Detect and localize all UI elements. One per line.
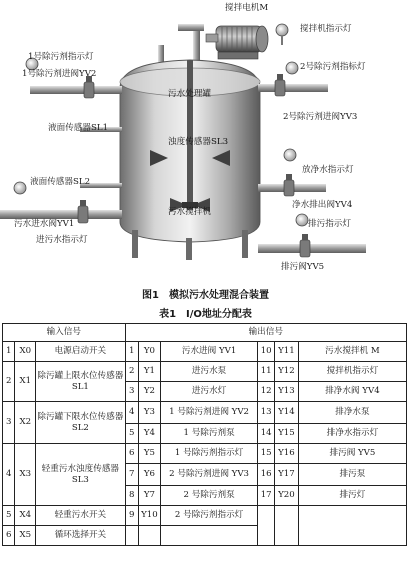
output-name: 污水搅拌机 M: [298, 342, 406, 362]
label-discharge-valve: 净水排出阀YV4: [292, 200, 353, 210]
output-index: 14: [258, 424, 275, 444]
output-address: Y6: [139, 464, 161, 486]
input-index: 5: [3, 506, 15, 526]
label-inlet-valve: 污水进水阀YV1: [14, 219, 75, 229]
output-index: 16: [258, 464, 275, 486]
output-name: 进污水泵: [160, 362, 258, 382]
input-address: X3: [15, 444, 36, 506]
table-row: [3, 362, 407, 382]
table-row: [3, 444, 407, 464]
label-sludge-light: 排污指示灯: [308, 219, 351, 229]
output-signal-header: 输出信号: [125, 324, 406, 342]
output-address: Y14: [275, 402, 299, 424]
table-row: [3, 506, 407, 526]
output-name: 1 号除污剂泵: [160, 424, 258, 444]
output-index: 9: [125, 506, 138, 526]
input-name: 轻重污水浊度传感器 SL3: [36, 444, 125, 506]
io-address-table: [2, 323, 407, 546]
input-name: 轻重污水开关: [36, 506, 125, 526]
input-signal-header: 输入信号: [3, 324, 126, 342]
output-index: 8: [125, 486, 138, 506]
output-index: 5: [125, 424, 138, 444]
table-caption: 表1 I/O地址分配表: [159, 309, 252, 320]
input-index: 4: [3, 444, 15, 506]
label-level-sensor-sl1: 液面传感器SL1: [48, 123, 109, 133]
agent2-valve: [275, 74, 285, 96]
output-address: Y11: [275, 342, 299, 362]
output-name: 排污阀 YV5: [298, 444, 406, 464]
label-turbidity: 浊度传感器SL3: [168, 137, 229, 147]
output-address: Y13: [275, 382, 299, 402]
output-name: 1 号除污剂指示灯: [160, 444, 258, 464]
output-name: 2 号除污剂泵: [160, 486, 258, 506]
input-name: 循环选择开关: [36, 526, 125, 546]
discharge-indicator-lamp: [284, 149, 296, 161]
output-address: Y12: [275, 362, 299, 382]
output-address: Y4: [139, 424, 161, 444]
output-name: 2 号除污剂指示灯: [160, 506, 258, 526]
output-index: 3: [125, 382, 138, 402]
label-level-sensor-sl2: 液面传感器SL2: [30, 177, 91, 187]
input-name: 除污罐下限水位传感器 SL2: [36, 402, 125, 444]
label-tank: 污水处理罐: [168, 89, 211, 99]
output-address: Y5: [139, 444, 161, 464]
output-name: 2 号除污剂进阀 YV3: [160, 464, 258, 486]
table-header-row: [3, 324, 407, 342]
sludge-pipe: [258, 244, 366, 253]
input-index: 6: [3, 526, 15, 546]
output-index: 10: [258, 342, 275, 362]
figure-caption: 图1 模拟污水处理混合装置: [142, 290, 269, 301]
output-index: 7: [125, 464, 138, 486]
input-address: X0: [15, 342, 36, 362]
output-address: Y2: [139, 382, 161, 402]
label-sludge-valve: 排污阀YV5: [281, 262, 325, 272]
output-name: 排净水阀 YV4: [298, 382, 406, 402]
empty-cell: [139, 526, 161, 546]
output-address: Y10: [139, 506, 161, 526]
output-index: 2: [125, 362, 138, 382]
input-index: 1: [3, 342, 15, 362]
inlet-indicator-lamp: [14, 182, 26, 194]
output-address: Y3: [139, 402, 161, 424]
output-address: Y0: [139, 342, 161, 362]
sludge-valve: [300, 234, 310, 257]
output-name: 1 号除污剂进阀 YV2: [160, 402, 258, 424]
output-name: 排净水泵: [298, 402, 406, 424]
input-address: X2: [15, 402, 36, 444]
input-address: X5: [15, 526, 36, 546]
table-row: [3, 402, 407, 424]
inlet-pipe: [0, 210, 122, 219]
agent1-pipe: [30, 86, 122, 94]
output-index: 15: [258, 444, 275, 464]
input-address: X4: [15, 506, 36, 526]
output-name: 排净水指示灯: [298, 424, 406, 444]
output-index: 4: [125, 402, 138, 424]
output-address: Y20: [275, 486, 299, 506]
output-address: Y1: [139, 362, 161, 382]
sludge-indicator-lamp: [296, 214, 308, 226]
label-mixer: 污水搅拌机: [168, 207, 211, 217]
apparatus-figure: [0, 0, 411, 282]
empty-cell: [258, 506, 275, 546]
empty-cell: [298, 506, 406, 546]
agent2-indicator-lamp: [286, 62, 298, 74]
discharge-valve: [284, 174, 294, 196]
output-index: 13: [258, 402, 275, 424]
empty-cell: [160, 526, 258, 546]
label-agent1-valve: 1号除污剂进阀YV2: [22, 69, 97, 79]
output-address: Y17: [275, 464, 299, 486]
output-index: 17: [258, 486, 275, 506]
output-index: 6: [125, 444, 138, 464]
output-address: Y15: [275, 424, 299, 444]
label-agent2-valve: 2号除污剂进阀YV3: [283, 112, 358, 122]
output-name: 搅拌机指示灯: [298, 362, 406, 382]
output-index: 11: [258, 362, 275, 382]
empty-cell: [125, 526, 138, 546]
output-address: Y7: [139, 486, 161, 506]
output-name: 污水进阀 YV1: [160, 342, 258, 362]
output-index: 12: [258, 382, 275, 402]
label-agent2-light: 2号除污剂指标灯: [300, 62, 366, 72]
inlet-valve: [78, 200, 88, 223]
table-row: [3, 342, 407, 362]
output-name: 进污水灯: [160, 382, 258, 402]
label-motor-light: 搅拌机指示灯: [300, 24, 352, 34]
output-name: 排污泵: [298, 464, 406, 486]
output-name: 排污灯: [298, 486, 406, 506]
mixer-motor: [206, 26, 268, 59]
label-motor: 搅拌电机M: [225, 3, 269, 13]
motor-indicator-lamp: [276, 24, 288, 36]
label-inlet-light: 进污水指示灯: [36, 235, 88, 245]
output-address: Y16: [275, 444, 299, 464]
empty-cell: [275, 506, 299, 546]
agent1-valve: [84, 76, 94, 98]
input-index: 2: [3, 362, 15, 402]
label-agent1-light: 1号除污剂指示灯: [28, 52, 94, 62]
agent2-pipe: [258, 84, 328, 92]
output-index: 1: [125, 342, 138, 362]
input-name: 除污罐上限水位传感器 SL1: [36, 362, 125, 402]
input-index: 3: [3, 402, 15, 444]
label-discharge-light: 放净水指示灯: [302, 165, 354, 175]
input-address: X1: [15, 362, 36, 402]
input-name: 电源启动开关: [36, 342, 125, 362]
